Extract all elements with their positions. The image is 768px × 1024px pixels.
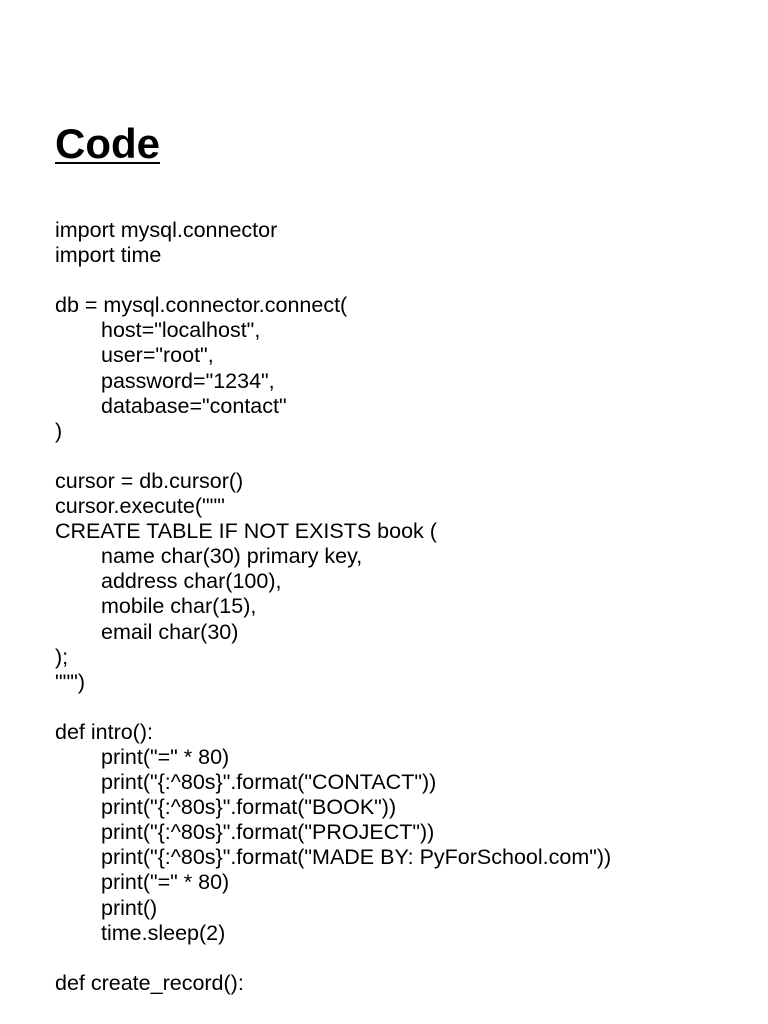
code-line: def create_record(): [55, 970, 244, 995]
code-line: name char(30) primary key, [101, 544, 363, 569]
blank-line [55, 946, 755, 971]
code-line: db = mysql.connector.connect( [55, 293, 348, 318]
code-line: host="localhost", [101, 318, 261, 343]
code-line: print("=" * 80) [101, 870, 230, 895]
blank-line [55, 444, 755, 469]
code-line: import time [55, 243, 162, 268]
code-line: print("{:^80s}".format("MADE BY: PyForSchool.com")) [101, 845, 612, 870]
code-line: user="root", [101, 343, 214, 368]
page-title: Code [55, 120, 160, 167]
code-line: print("{:^80s}".format("CONTACT")) [101, 770, 437, 795]
code-line: print("{:^80s}".format("BOOK")) [101, 795, 397, 820]
code-line: cursor.execute(""" [55, 494, 225, 519]
code-line: address char(100), [101, 569, 282, 594]
code-line: print("=" * 80) [101, 744, 230, 769]
blank-line [55, 268, 755, 293]
code-line: cursor = db.cursor() [55, 468, 244, 493]
code-line: print("{:^80s}".format("PROJECT")) [101, 820, 435, 845]
code-line: CREATE TABLE IF NOT EXISTS book ( [55, 519, 437, 544]
code-line: mobile char(15), [101, 594, 257, 619]
blank-line [55, 695, 755, 720]
code-line: time.sleep(2) [101, 920, 226, 945]
code-line: database="contact" [101, 393, 287, 418]
code-line: print() [101, 895, 158, 920]
code-line: password="1234", [101, 368, 275, 393]
code-line: ) [55, 418, 63, 443]
code-line: """) [55, 669, 86, 694]
code-line: import mysql.connector [55, 218, 278, 242]
code-block [55, 218, 755, 996]
code-line: ); [55, 644, 69, 669]
code-line: def intro(): [55, 719, 153, 744]
code-line: email char(30) [101, 619, 239, 644]
